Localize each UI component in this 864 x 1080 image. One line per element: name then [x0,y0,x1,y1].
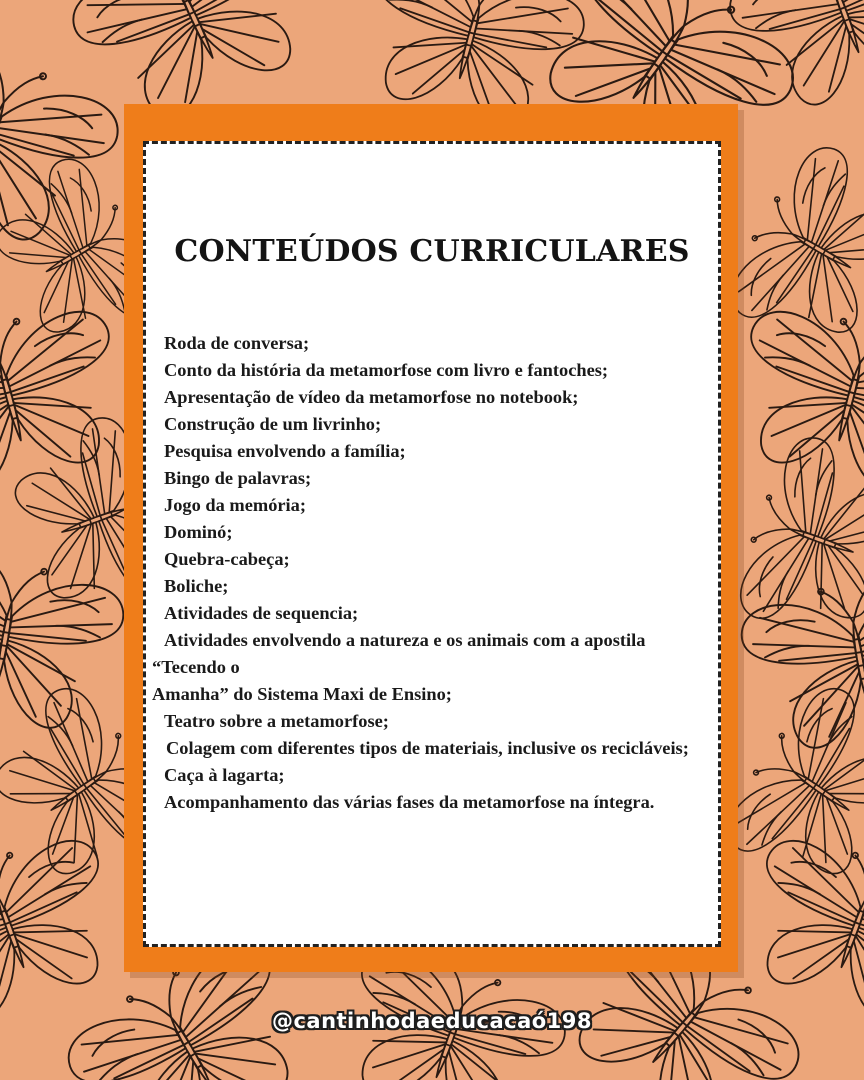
list-item: Pesquisa envolvendo a família; [164,441,406,461]
list-item: Atividades de sequencia; [164,603,359,623]
list-item: Dominó; [164,522,233,542]
list-item: Amanha” do Sistema Maxi de Ensino; [152,684,452,704]
list-item: Construção de um livrinho; [164,414,382,434]
list-item: Conto da história da metamorfose com livro e fantoches; [164,360,609,380]
list-item: Caça à lagarta; [164,765,285,785]
list-item: Teatro sobre a metamorfose; [164,711,389,731]
list-item [152,735,712,762]
list-item: “Tecendo o [152,657,240,677]
curriculum-list [152,330,712,816]
social-handle: @cantinhodaeducacaó198 [271,1009,593,1033]
list-item: Roda de conversa; [164,333,310,353]
card-title: CONTEÚDOS CURRICULARES [174,234,690,269]
list-item: Atividades envolvendo a natureza e os animais com a apostila [164,630,646,650]
list-item: Apresentação de vídeo da metamorfose no notebook; [164,387,579,407]
content-card [143,141,721,947]
list-item-text: Colagem com diferentes tipos de materiais, inclusive os recicláveis; [166,738,689,758]
list-item: Jogo da memória; [164,495,306,515]
list-item: Boliche; [164,576,229,596]
list-item: Bingo de palavras; [164,468,312,488]
list-item: Acompanhamento das várias fases da metamorfose na íntegra. [164,792,655,812]
list-item: Quebra-cabeça; [164,549,290,569]
